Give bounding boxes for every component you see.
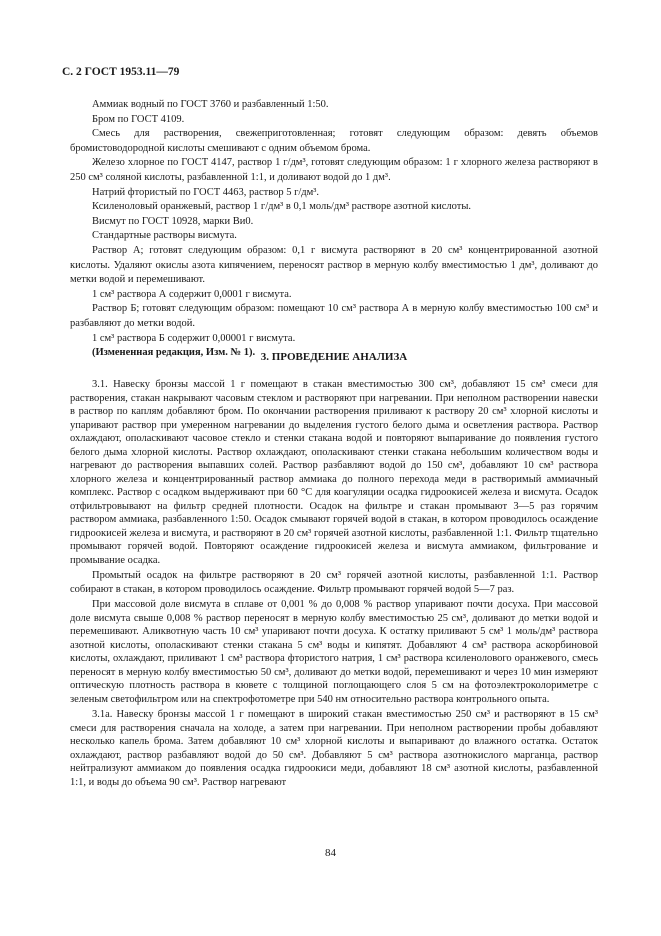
- reagent-line: Бром по ГОСТ 4109.: [92, 113, 185, 125]
- reagents-list: [70, 98, 598, 361]
- analysis-paragraph: Промытый осадок на фильтре растворяют в 20 см³ горячей азотной кислоты, разбавленной 1:1. Раствор собирают в стакан, в котором проводилось осаждение. Фильтр промывают горячей водой 5—7 раз.: [70, 570, 598, 595]
- reagent-line: Натрий фтористый по ГОСТ 4463, раствор 5 г/дм³.: [92, 186, 320, 198]
- reagent-line: 1 см³ раствора Б содержит 0,00001 г висмута.: [92, 332, 296, 344]
- reagent-line: Раствор Б; готовят следующим образом: помещают 10 см³ раствора А в мерную колбу вместимостью 100 см³ и разбавляют до метки водой.: [70, 303, 598, 329]
- reagent-line: Смесь для растворения, свежеприготовленная; готовят следующим образом: девять объемов бромистоводородной кислоты смешивают с одним объемом брома.: [70, 128, 598, 154]
- page-number: 84: [325, 847, 336, 859]
- reagent-line: Висмут по ГОСТ 10928, марки Ви0.: [92, 215, 254, 227]
- analysis-paragraph: 3.1. Навеску бронзы массой 1 г помещают в стакан вместимостью 300 см³, добавляют 15 см³ смеси для растворения, стакан накрывают часовым стеклом и растворяют при нагревании. При неполном растворении навески в раствор по каплям добавляют бром. По окончании растворения приливают к раствору 20 см³ хлорной кислоты и упаривают раствор при умеренном нагревании до выделения густого белого дыма и осветления раствора. Раствор охлаждают, ополаскивают часовое стекло и стенки стакана водой и повторяют выпаривание до появления густого белого дыма хлорной кислоты. Раствор охлаждают, ополаскивают стенки стакана небольшим количеством воды и нагревают до растворения выпавших солей. Раствор разбавляют водой до 150 см³, добавляют 10 см³ раствора хлорного железа и концентрированный раствор аммиака до полного перехода меди в растворимый аммиачный комплекс. Раствор с осадком выдерживают при 60 °С для коагуляции осадка гидроокисей железа и висмута. Осадок отфильтровывают на фильтр средней плотности. Осадок на фильтре и стакан промывают 3—5 раз горячим раствором аммиака, разбавленного 1:50. Осадок смывают горячей водой в стакан, в котором проводилось осаждение гидроокисей железа и висмута, и растворяют в 20 см³ горячей азотной кислоты, разбавленной 1:1. Фильтр тщательно промывают горячей водой. Повторяют осаждение гидроокисей железа и висмута аммиаком, фильтрование и промывание осадка.: [70, 379, 598, 566]
- reagent-line: Раствор А; готовят следующим образом: 0,1 г висмута растворяют в 20 см³ концентрированной азотной кислоты. Удаляют окислы азота кипячением, переносят раствор в мерную колбу вместимостью 1 дм³, доливают до метки водой и перемешивают.: [70, 244, 598, 286]
- analysis-text: [70, 378, 598, 791]
- reagent-line: Стандартные растворы висмута.: [92, 230, 237, 242]
- analysis-paragraph: При массовой доле висмута в сплаве от 0,001 % до 0,008 % раствор упаривают почти досуха. При массовой доле висмута свыше 0,008 % раствор переносят в мерную колбу вместимостью 25 см³, доливают до метки водой и перемешивают. Аликвотную часть 10 см³ упаривают почти досуха. К остатку приливают 5 см³ 1 моль/дм³ раствора азотной кислоты, ополаскивают стенки стакана 5 см³ воды и кипятят. Добавляют 4 см³ раствора аскорбиновой кислоты, охлаждают, приливают 1 см³ раствора фтористого натрия, 1 см³ раствора ксиленолового оранжевого, смесь переносят в мерную колбу вместимостью 50 см³, доливают до метки водой, перемешивают и через 10 мин измеряют оптическую плотность раствора в кювете с толщиной поглощающего слоя 5 см на фотоэлектроколориметре с зеленым светофильтром или на спектрофотометре при 540 нм относительно раствора контрольного опыта.: [70, 599, 598, 705]
- revision-note: (Измененная редакция, Изм. № 1).: [92, 347, 256, 359]
- reagent-line: Аммиак водный по ГОСТ 3760 и разбавленный 1:50.: [92, 99, 329, 110]
- section-title: 3. ПРОВЕДЕНИЕ АНАЛИЗА: [260, 351, 408, 363]
- analysis-paragraph: 3.1а. Навеску бронзы массой 1 г помещают в широкий стакан вместимостью 250 см³ и растворяют в 15 см³ смеси для растворения сначала на холоде, а затем при нагревании. При неполном растворении пробы добавляют несколько капель брома. Затем добавляют 10 см³ хлорной кислоты и выпаривают до влажного остатка. Остаток охлаждают, раствор разбавляют водой до 50 см³. Добавляют 5 см³ раствора азотнокислого марганца, раствор нейтрализуют аммиаком до появления осадка гидроокиси меди, добавляют 18 см³ азотной кислоты, разбавленной 1:1, и воды до объема 90 см³. Раствор нагревают: [70, 709, 598, 788]
- reagent-line: Ксиленоловый оранжевый, раствор 1 г/дм³ в 0,1 моль/дм³ растворе азотной кислоты.: [92, 201, 472, 213]
- reagent-line: Железо хлорное по ГОСТ 4147, раствор 1 г/дм³, готовят следующим образом: 1 г хлорного железа растворяют в 250 см³ соляной кислоты, разбавленной 1:1, и доливают водой до 1 дм³.: [70, 157, 598, 183]
- reagent-line: 1 см³ раствора А содержит 0,0001 г висмута.: [92, 288, 292, 300]
- page-header: С. 2 ГОСТ 1953.11—79: [62, 66, 180, 78]
